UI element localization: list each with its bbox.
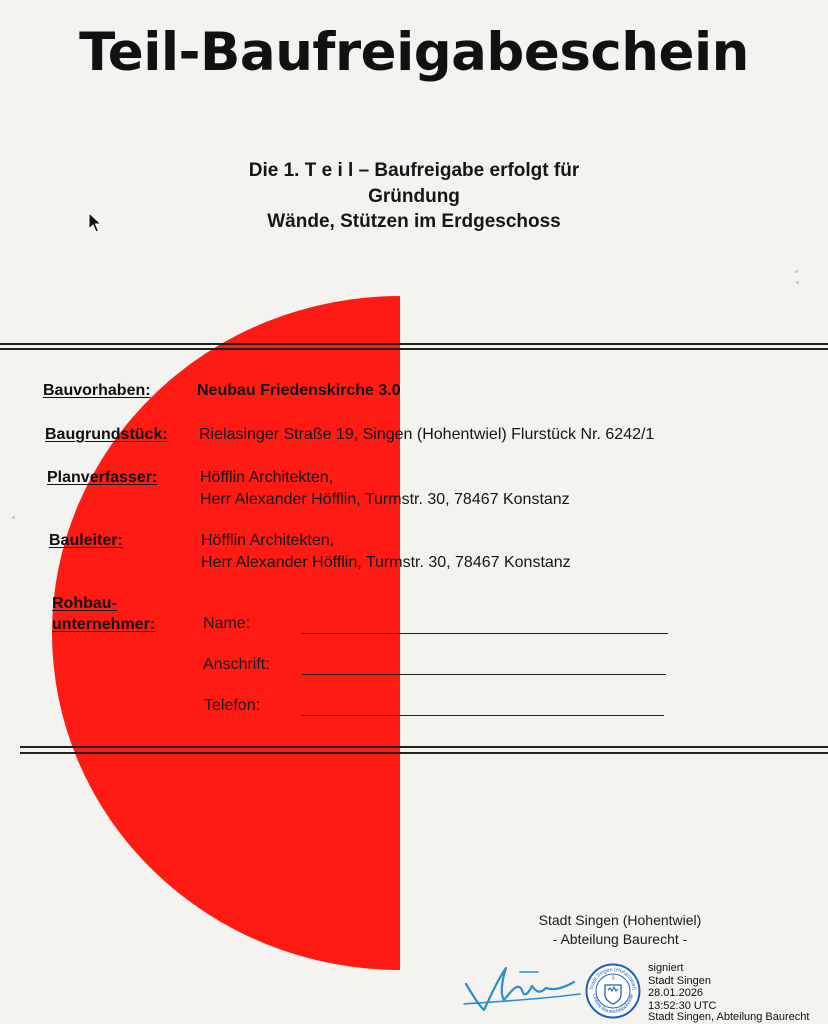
label-bauvorhaben: Bauvorhaben: [43, 382, 151, 399]
value-planverfasser-line1: Höfflin Architekten, [200, 469, 334, 486]
handwritten-signature [462, 960, 584, 1018]
label-name: Name: [203, 615, 251, 632]
value-bauvorhaben: Neubau Friedenskirche 3.0 [197, 382, 401, 399]
bottom-rule-upper [20, 746, 828, 748]
subtitle-line-2: Gründung [368, 186, 460, 207]
label-rohbau-line2: unternehmer: [52, 616, 156, 633]
value-planverfasser-line2: Herr Alexander Höfflin, Turmstr. 30, 78467 Konstanz [200, 491, 570, 508]
dust-speck [12, 516, 15, 519]
signature-department: Stadt Singen, Abteilung Baurecht [648, 1011, 810, 1023]
subtitle-line-3: Wände, Stützen im Erdgeschoss [267, 211, 561, 232]
mouse-cursor-icon [88, 212, 104, 234]
signature-status: signiert [648, 962, 684, 974]
label-baugrundstueck: Baugrundstück: [45, 426, 168, 443]
office-department: - Abteilung Baurecht - [552, 931, 688, 947]
label-planverfasser: Planverfasser: [47, 469, 158, 486]
seal-number: 3 [611, 975, 615, 982]
value-bauleiter-line2: Herr Alexander Höfflin, Turmstr. 30, 78467 Konstanz [201, 554, 571, 571]
label-anschrift: Anschrift: [203, 656, 270, 673]
dust-speck [796, 281, 799, 284]
top-rule-upper [0, 343, 828, 345]
value-baugrundstueck: Rielasinger Straße 19, Singen (Hohentwiel) Flurstück Nr. 6242/1 [199, 426, 655, 443]
name-blank-line [302, 633, 668, 634]
subtitle-line-1: Die 1. T e i l – Baufreigabe erfolgt für [248, 160, 580, 181]
dust-speck [795, 270, 798, 273]
seal-text-bottom: Untere Baurechtsbehörde [590, 993, 635, 1016]
anschrift-blank-line [302, 674, 666, 675]
signature-time: 13:52:30 UTC [648, 999, 717, 1012]
label-telefon: Telefon: [204, 697, 261, 714]
bottom-rule-lower [20, 752, 828, 754]
telefon-blank-line [302, 715, 664, 716]
official-seal [585, 963, 641, 1019]
signature-signer: Stadt Singen [648, 974, 711, 987]
signature-date: 28.01.2026 [648, 987, 704, 999]
value-bauleiter-line1: Höfflin Architekten, [201, 532, 335, 549]
office-name: Stadt Singen (Hohentwiel) [538, 912, 702, 928]
seal-text-top: Stadt Singen (Hohentwiel) [588, 966, 637, 991]
document-title: Teil-Baufreigabeschein [79, 22, 749, 83]
top-rule-lower [0, 348, 828, 350]
label-rohbau-line1: Rohbau- [52, 595, 117, 612]
label-bauleiter: Bauleiter: [49, 532, 123, 549]
